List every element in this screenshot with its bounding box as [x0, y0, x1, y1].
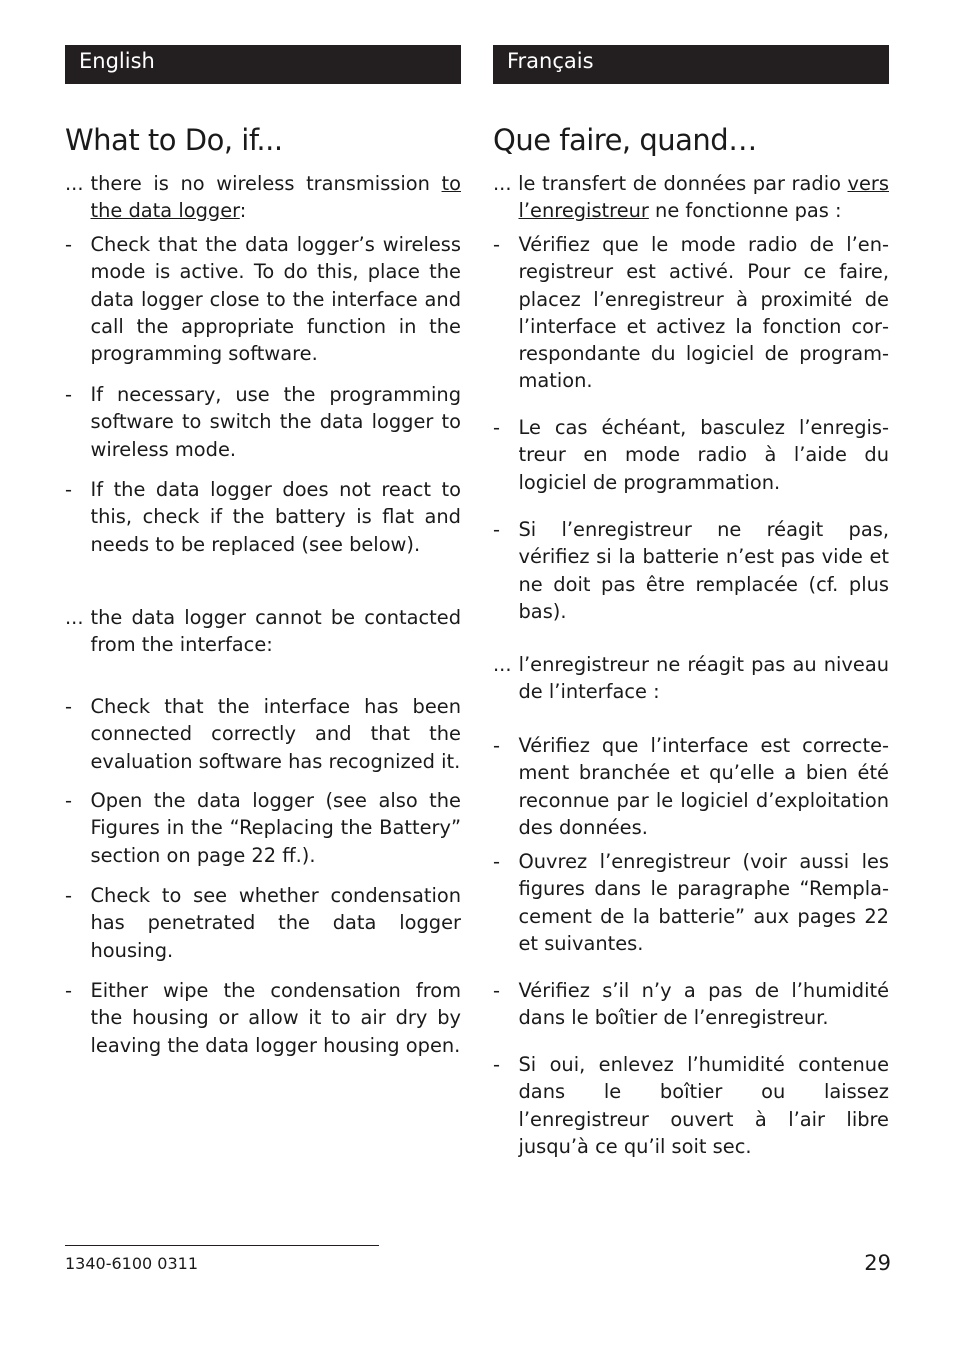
problem-intro-text: there is no wireless transmission to the data logger: — [90, 172, 461, 223]
list-dash: - — [493, 979, 500, 1002]
list-dash: - — [493, 416, 500, 439]
list-dash: - — [493, 1053, 500, 1076]
problem-intro-text: ... le transfert de données par radio vers l’enregistreur ne fonctionne pas : — [493, 172, 889, 223]
ellipsis-marker: ... — [493, 653, 512, 676]
language-header-english: English — [65, 45, 461, 84]
section-heading-french: Que faire, quand… — [493, 123, 757, 157]
problem-intro-interface: ... l’enregistreur ne réagit pas au niveau de l’interface : — [493, 653, 889, 704]
list-item: - Open the data logger (see also the Figures in the “Replacing the Battery” section on page 22 ff.). — [65, 789, 461, 867]
list-dash: - — [65, 884, 72, 907]
list-item: - Either wipe the condensation from the housing or allow it to air dry by leaving the data logger housing open. — [65, 979, 461, 1057]
list-item: - Check to see whether condensation has penetrated the data logger housing. — [65, 884, 461, 962]
list-item: - Check that the data logger’s wireless mode is active. To do this, place the data logger close to the interface and call the appropriate function in the programming software. — [65, 233, 461, 366]
list-item: - Check that the interface has been connected correctly and that the evaluation software has recognized it. — [65, 695, 461, 773]
english-column — [65, 45, 461, 1057]
list-item: - Vérifiez que le mode radio de l’enregistreur est activé. Pour ce faire, placez l’enregistreur à proximité de l’interface et activez la fonction correspondante du logiciel de programmation. — [493, 233, 889, 393]
underlined-phrase: vers l’enregistreur — [518, 172, 889, 223]
ellipsis-marker: ... — [493, 172, 512, 195]
list-dash: - — [65, 695, 72, 718]
list-dash: - — [65, 383, 72, 406]
list-item: - Le cas échéant, basculez l’enregistreur en mode radio à l’aide du logiciel de programmation. — [493, 416, 889, 494]
list-item: - Ouvrez l’enregistreur (voir aussi les figures dans le paragraphe “Remplacement de la batterie” aux pages 22 et suivantes. — [493, 850, 889, 955]
list-item: - Vérifiez s’il n’y a pas de l’humidité dans le boîtier de l’enregistreur. — [493, 979, 889, 1030]
list-dash: - — [493, 518, 500, 541]
page-number: 29 — [864, 1251, 891, 1275]
list-dash: - — [493, 233, 500, 256]
footer-rule — [65, 1245, 379, 1246]
list-item: - If the data logger does not react to this, check if the battery is flat and needs to be replaced (see below). — [65, 478, 461, 556]
list-dash: - — [65, 478, 72, 501]
language-header-french: Français — [493, 45, 889, 84]
problem-intro-wireless — [65, 170, 461, 225]
french-column — [493, 45, 889, 1158]
list-dash: - — [65, 979, 72, 1002]
ellipsis-marker: ... — [65, 606, 84, 629]
list-dash: - — [65, 789, 72, 812]
list-item: - Vérifiez que l’interface est correctement branchée et qu’elle a bien été reconnue par le logiciel d’exploitation des données. — [493, 734, 889, 839]
problem-intro-contact: ... the data logger cannot be contacted from the interface: — [65, 606, 461, 657]
ellipsis-marker: ... — [65, 172, 84, 195]
list-dash: - — [493, 850, 500, 873]
list-item: - Si l’enregistreur ne réagit pas, vérifiez si la batterie n’est pas vide et ne doit pas être remplacée (cf. plus bas). — [493, 518, 889, 623]
list-dash: - — [65, 233, 72, 256]
list-item: - If necessary, use the programming software to switch the data logger to wireless mode. — [65, 383, 461, 461]
document-code: 1340-6100 0311 — [65, 1254, 199, 1273]
list-item: - Si oui, enlevez l’humidité contenue dans le boîtier ou laissez l’enregistreur ouvert à l’air libre jusqu’à ce qu’il soit sec. — [493, 1053, 889, 1158]
problem-intro-radio — [493, 170, 889, 225]
section-heading-english: What to Do, if... — [65, 123, 283, 157]
underlined-phrase: to the data logger — [90, 172, 461, 223]
list-dash: - — [493, 734, 500, 757]
